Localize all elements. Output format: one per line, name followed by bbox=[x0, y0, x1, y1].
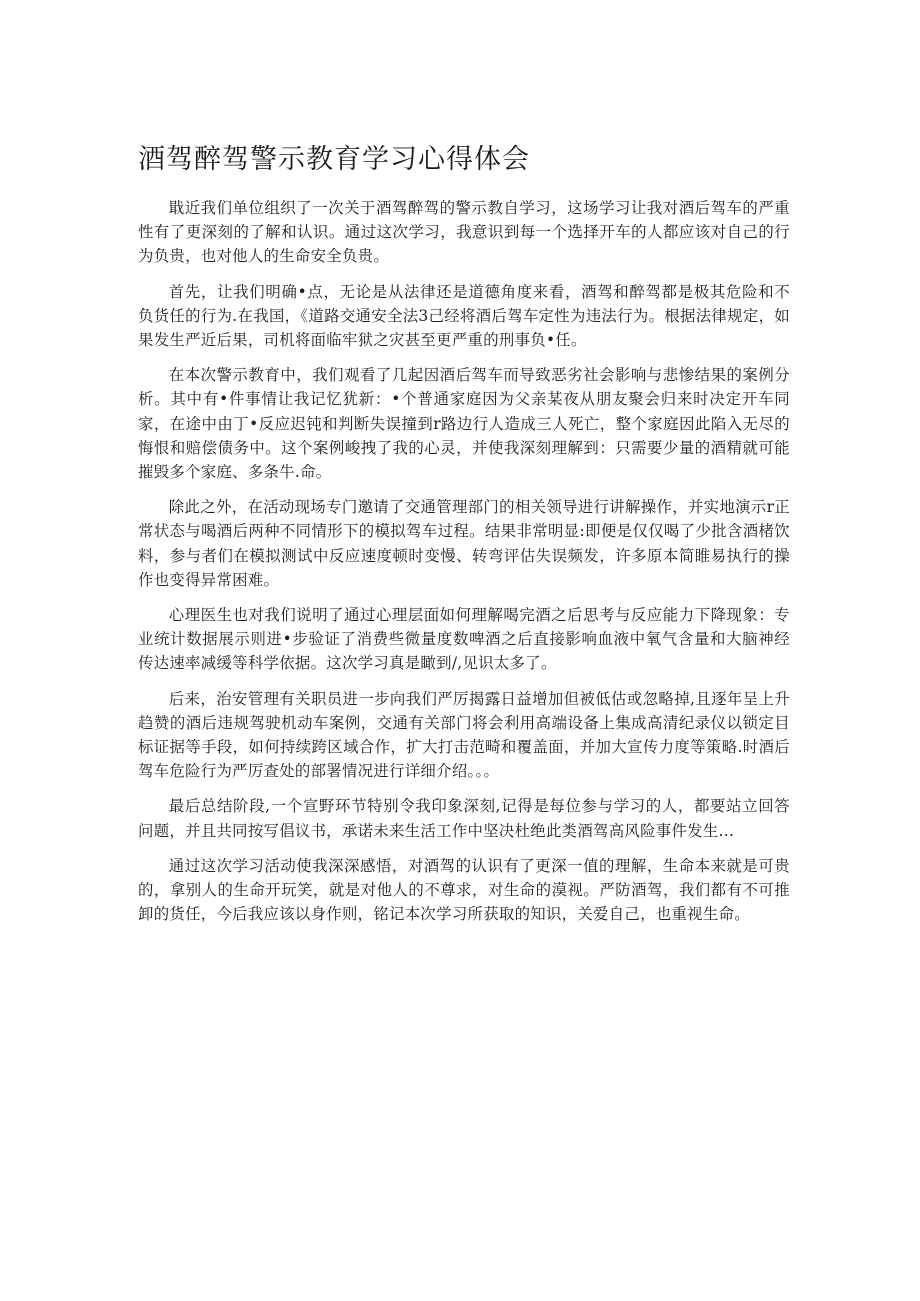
paragraph-8: 通过这次学习活动使我深深感悟，对酒驾的认识有了更深一值的理解，生命本来就是可贵的，拿别人的生命开玩笑，就是对他人的不尊求，对生命的漠视。严防酒驾，我们都有不可推卸的货任，今后我应该以身作则，铭记本次学习所获取的知识，关爱自己，也重视生命。 bbox=[138, 856, 790, 924]
paragraph-6: 后来，治安管理有关职员进一步向我们严厉揭露日益增加但被低估或忽略掉,且逐年呈上升趋赞的酒后违规驾驶机动车案例，交通有关部门将会利用高端设备上集成高清纪录仪以锁定目标证据等手段，如何持续跨区域合作，扩大打击范畸和覆盖面，并加大宣传力度等策略.时酒后驾车危险行为严厉查处的部署情况进行详细介绍。。。 bbox=[138, 689, 790, 781]
paragraph-5: 心理医生也对我们说明了通过心理层面如何理解喝完酒之后思考与反应能力下降现象：专业统计数据展示则进•步验证了消费些微量度数啤酒之后直接影响血液中氧气含量和大脑神经传达速率减缓等科学依据。这次学习真是瞰到/,见识太多了。 bbox=[138, 606, 790, 673]
paragraph-4: 除此之外，在活动现场专门邀请了交通管理部门的相关领导进行讲解操作，并实地演示r正常状态与喝酒后两种不同情形下的模拟驾车过程。结果非常明显:即便是仅仅喝了少批含酒楮饮料，参与者们在模拟测试中反应速度顿时变慢、转弯评估失误频发，许多原本简睢易执行的操作也变得异常困难。 bbox=[138, 498, 790, 589]
paragraph-3: 在本次警示教育中，我们观看了几起因酒后驾车而导致恶劣社会影响与悲惨结果的案例分析。其中有•件事情让我记忆犹新：•个普通家庭因为父亲某夜从朋友聚会归来时决定开车同家，在途中由丁•反应迟钝和判断失误撞到r路边行人造成三人死亡，整个家庭因此陷入无尽的悔恨和赔偿债务中。这个案例峻拽了我的心灵，并使我深刻理解到：只需要少量的酒精就可能摧毁多个家庭、多条牛.命。 bbox=[138, 366, 790, 482]
paragraph-1: 戢近我们单位组织了一次关于酒驾醉驾的警示教自学习，这场学习让我对酒后驾车的严重性有了更深刻的了解和认识。通过这次学习，我意识到每一个选择开车的人都应该对自己的行为负贵，也对他人的生命安全负贵。 bbox=[138, 199, 790, 266]
paragraph-2: 首先，让我们明确•点，无论是从法律还是道德角度来看，酒驾和醉驾都是极其危险和不负货任的行为.在我国，《道路交通安全法3己经将酒后驾车定性为违法行为。根据法律规定，如果发生严近后果，司机将面临牢狱之灾甚至更严重的刑事负•任。 bbox=[138, 282, 790, 350]
document-title: 酒驾醉驾警示教育学习心得体会 bbox=[138, 144, 530, 175]
paragraph-7: 最后总结阶段,一个宣野环节特别令我印象深刻,记得是每位参与学习的人，都要站立回答问题，并且共同按写倡议书，承诺未来生活工作中坚决杜绝此类酒驾高风险事件发生... bbox=[138, 797, 790, 840]
document-body bbox=[138, 196, 790, 937]
